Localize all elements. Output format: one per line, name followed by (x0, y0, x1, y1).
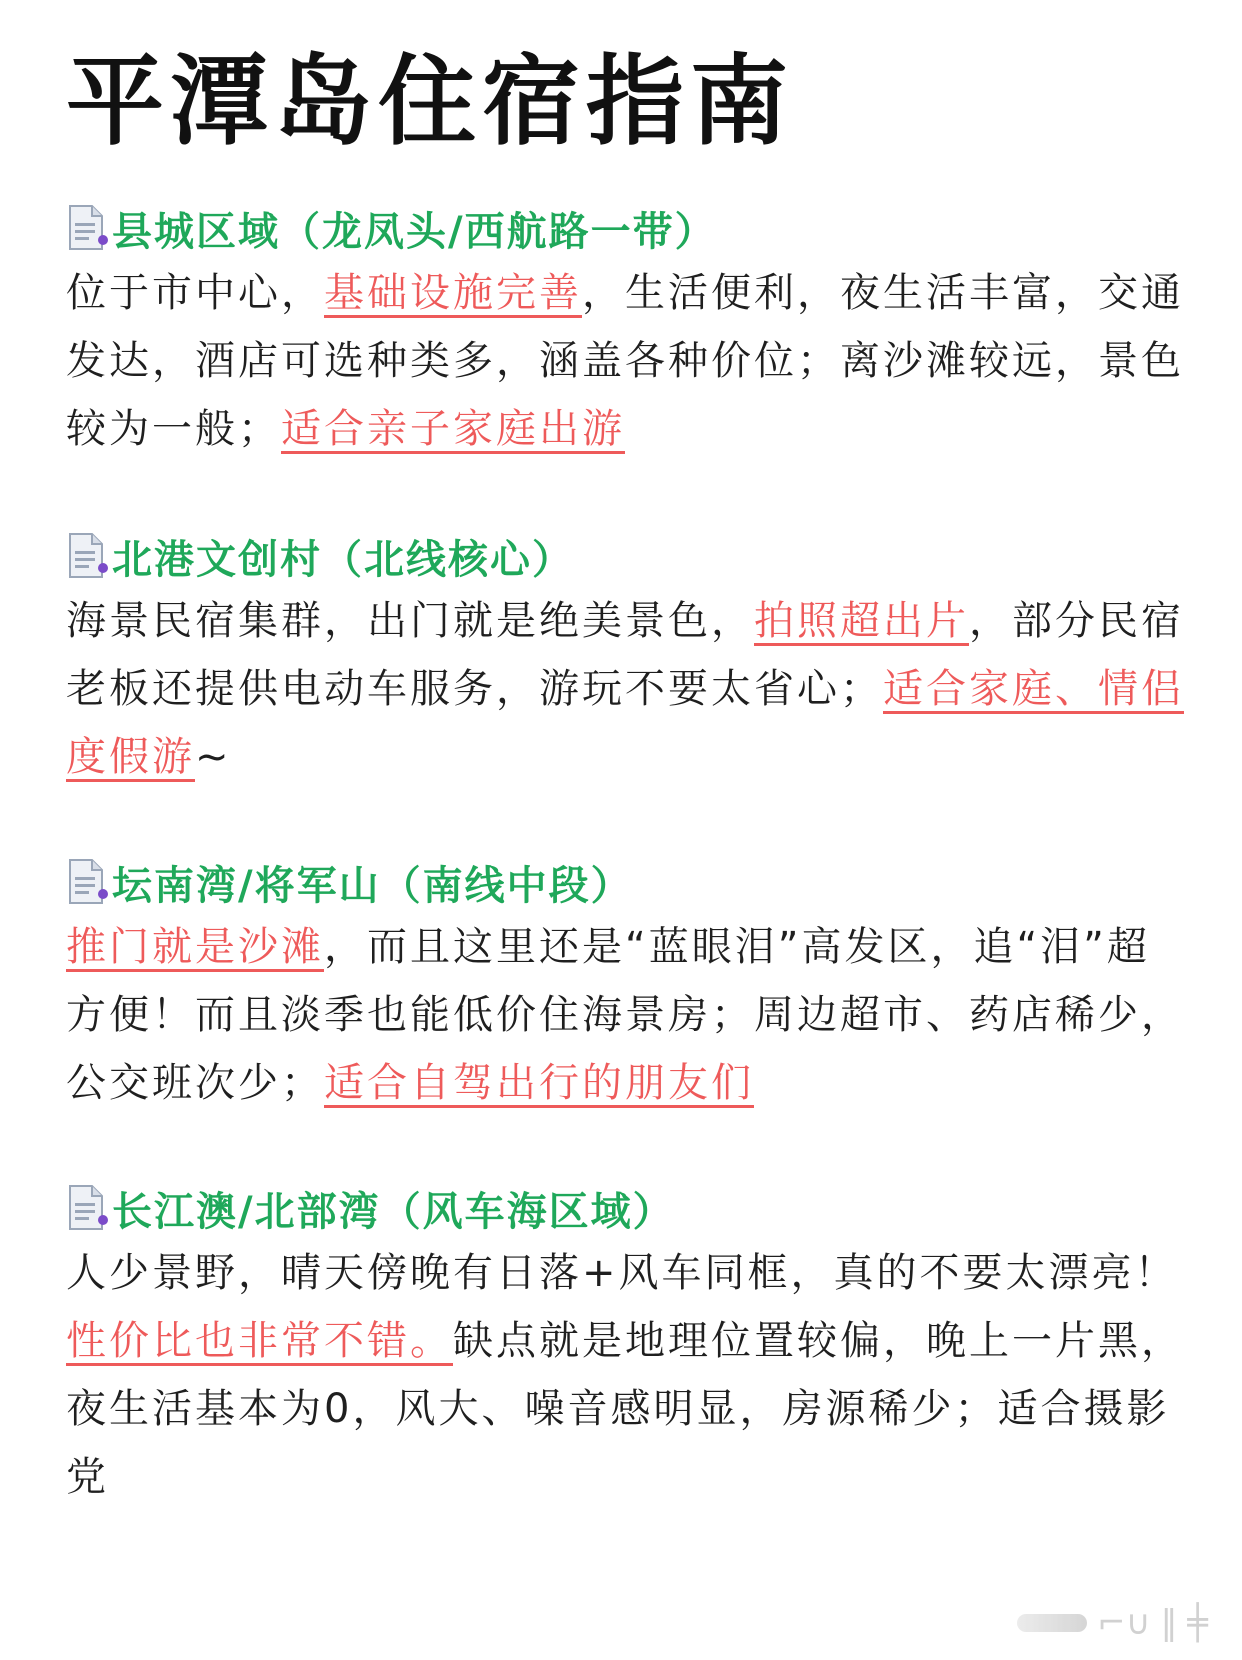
body-text-segment: ，部分民宿老板还提供电动车服务，游玩不要太省心； (66, 598, 1184, 712)
section-heading (66, 197, 1186, 259)
highlighted-phrase: 适合家庭、情侣度假游 (66, 666, 1184, 780)
section-heading (66, 525, 1186, 587)
section-body (66, 587, 1186, 791)
body-text-segment: ~ (195, 734, 232, 780)
highlighted-phrase: 性价比也非常不错。 (66, 1318, 453, 1364)
section-heading-text: 坛南湾/将军山（南线中段） (112, 862, 633, 909)
highlighted-phrase: 适合亲子家庭出游 (281, 406, 625, 452)
watermark-bar (1017, 1614, 1087, 1632)
body-text-segment: 海景民宿集群，出门就是绝美景色， (66, 598, 754, 644)
section-tannan-bay (66, 851, 1186, 1117)
body-text-segment: ，生活便利，夜生活丰富，交通发达，酒店可选种类多，涵盖各种价位；离沙滩较远，景色较为一般； (66, 270, 1184, 452)
section-heading (66, 851, 1186, 913)
watermark-glyph: ╪ (1187, 1603, 1208, 1643)
section-county-town (66, 197, 1186, 463)
highlighted-phrase: 推门就是沙滩 (66, 924, 324, 970)
document-icon (66, 857, 110, 907)
page-title: 平潭岛住宿指南 (66, 45, 795, 159)
watermark-logo (1017, 1603, 1208, 1643)
watermark-glyph: ‖ (1160, 1603, 1178, 1643)
highlighted-phrase: 基础设施完善 (324, 270, 582, 316)
section-body (66, 259, 1186, 463)
section-beigang-village (66, 525, 1186, 791)
section-heading-text: 长江澳/北部湾（风车海区域） (112, 1188, 675, 1235)
section-heading-text: 县城区域（龙凤头/西航路一带） (112, 208, 717, 255)
section-heading (66, 1177, 1186, 1239)
section-heading-text: 北港文创村（北线核心） (112, 536, 574, 583)
body-text-segment: 缺点就是地理位置较偏，晚上一片黑，夜生活基本为0，风大、噪音感明显，房源稀少；适合摄影党 (66, 1318, 1184, 1500)
highlighted-phrase: 拍照超出片 (754, 598, 969, 644)
section-body (66, 913, 1186, 1117)
body-text-segment: ，而且这里还是“蓝眼泪”高发区，追“泪”超方便！而且淡季也能低价住海景房；周边超市、药店稀少，公交班次少； (66, 924, 1184, 1106)
body-text-segment: 位于市中心， (66, 270, 324, 316)
highlighted-phrase: 适合自驾出行的朋友们 (324, 1060, 754, 1106)
document-icon (66, 531, 110, 581)
document-icon (66, 203, 110, 253)
section-body (66, 1239, 1186, 1511)
section-changjiang-ao (66, 1177, 1186, 1511)
document-icon (66, 1183, 110, 1233)
body-text-segment: 人少景野，晴天傍晚有日落+风车同框，真的不要太漂亮！ (66, 1250, 1178, 1296)
watermark-glyph: ⌐∪ (1097, 1603, 1151, 1643)
